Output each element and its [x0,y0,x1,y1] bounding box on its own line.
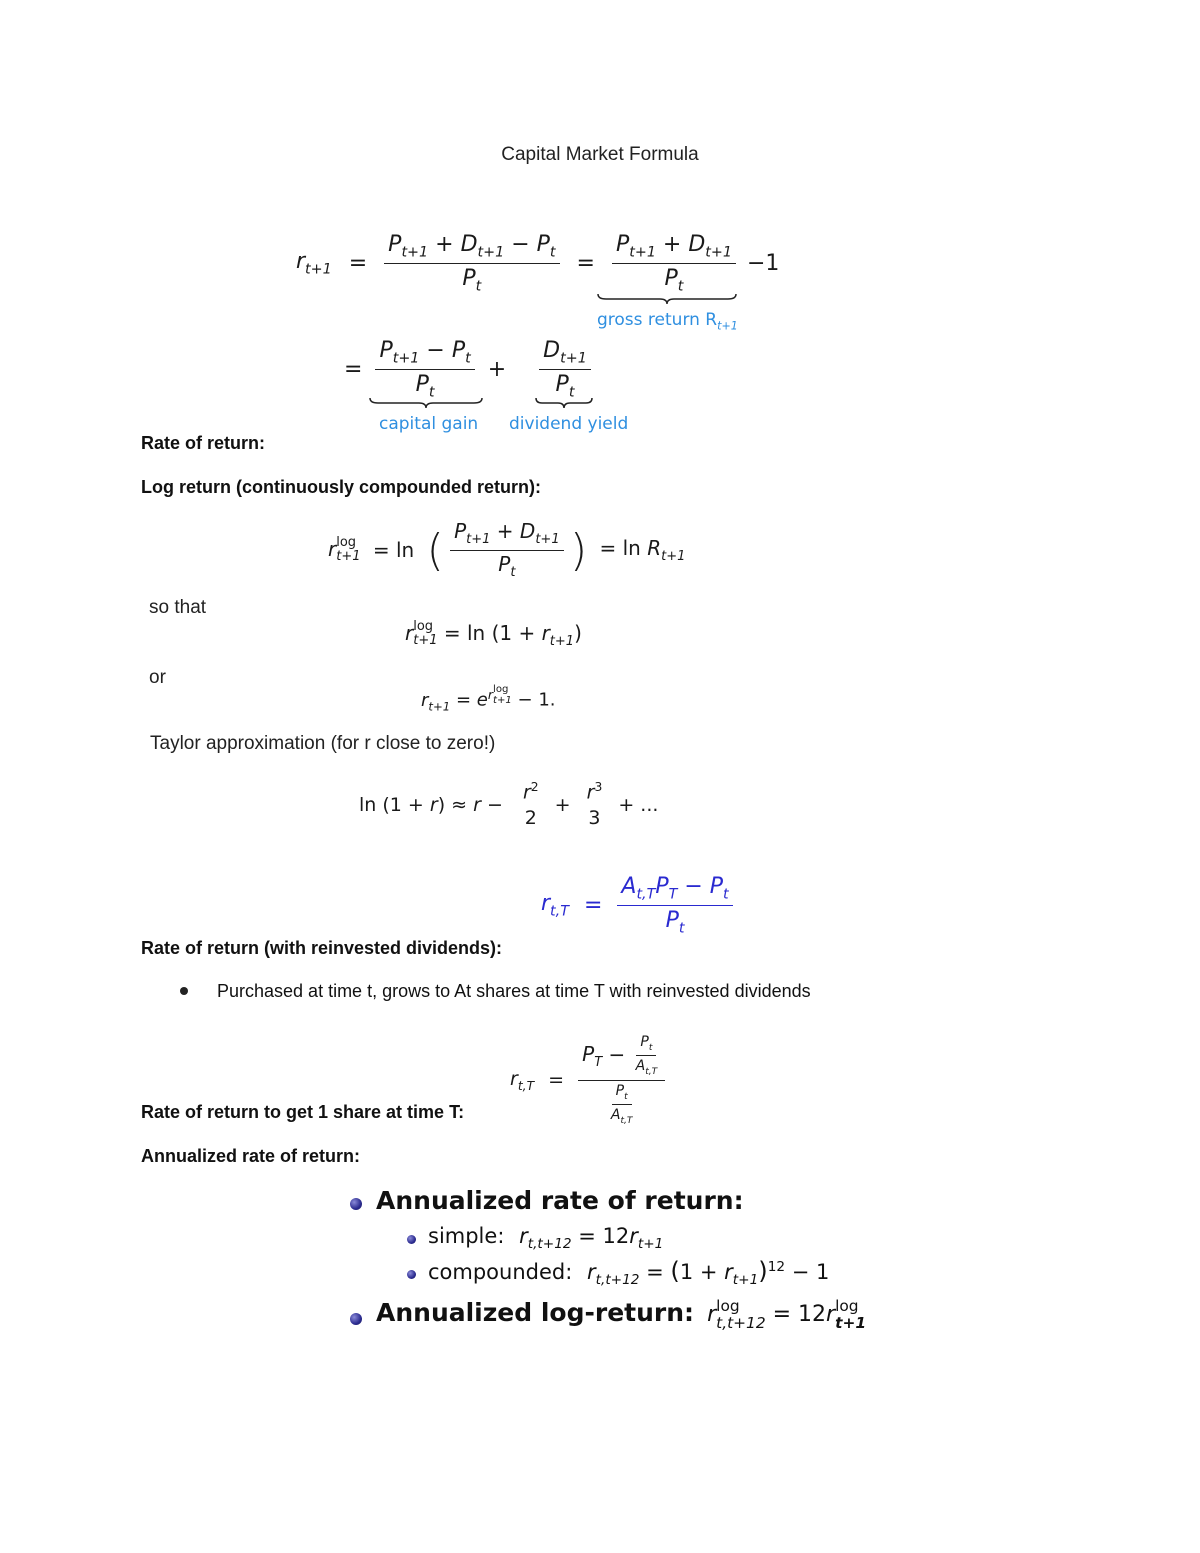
bullet-marker [180,987,188,995]
underbrace-gross-return [596,292,738,306]
equation-exp-return: $r_{t+1} = e^{r log t+1}$ − 1. [421,684,556,714]
heading-rate-of-return: Rate of return: [141,433,266,453]
beamer-bullet-simple [407,1235,416,1244]
beamer-bullet-2 [350,1313,362,1325]
gross-return-label: gross return $R_{t+1}$ [597,310,738,333]
equation-rate-of-return-line1: $r_{t+1}$ = $\frac{P_{t+1} + D_{t+1} - P_t}{P_t}$ = $\frac{P_{t+1} + D_{t+1}}{P_t}$ −1 [296,232,780,295]
annualized-log-title: Annualized log-return: [376,1298,695,1327]
beamer-bullet-1 [350,1198,362,1210]
reinvested-bullet-item: Purchased at time t, grows to At shares at time T with reinvested dividends [217,981,811,1001]
annualized-compounded: compounded: $r_{t,t+12} = (1 + r_{t+1})^{12} - 1$ [428,1257,830,1289]
or-text: or [149,667,166,688]
equation-one-share: $r_{t,T}$ = $P_T$ − $\frac{P_t}{A_{t,T}}$ $\frac{P_t}{A_{t,T}}$ [510,1034,665,1126]
underbrace-capital-gain [368,396,484,410]
taylor-text: Taylor approximation (for r close to zero!) [150,733,496,754]
heading-reinvested: Rate of return (with reinvested dividends): [141,938,503,958]
capital-gain-label: capital gain [379,414,479,434]
dividend-yield-label: dividend yield [509,414,629,434]
so-that-text: so that [149,597,207,618]
page-title: Capital Market Formula [501,144,699,165]
annualized-simple: simple: $r_{t,t+12} = 12r_{t+1}$ [428,1224,664,1253]
underbrace-dividend-yield [534,396,594,410]
annualized-log-return: Annualized log-return: r log t,t+12 = 12r log t+1 [376,1297,867,1332]
equation-reinvested: $r_{t,T}$ = $\frac{A_{t,T}P_T - P_t}{P_t}$ [541,874,733,937]
equation-rate-of-return-line2: = $\frac{P_{t+1} - P_t}{P_t}$ + $\frac{D_{t+1}}{P_t}$ [344,338,591,401]
heading-log-return: Log return (continuously compounded return): [141,477,541,497]
equation-taylor: ln (1 + r) ≈ r − $r^2$ 2 + $r^3$ 3 + ... [359,780,659,830]
simple-label: simple: [428,1224,505,1248]
annualized-title: Annualized rate of return: [376,1186,744,1215]
equation-log-return: r log t+1 = ln ( $\frac{P_{t+1} + D_{t+1}}{P_t}$ ) = $\ln R_{t+1}$ [328,519,686,580]
heading-annualized: Annualized rate of return: [141,1146,361,1166]
compounded-label: compounded: [428,1260,573,1284]
equation-log-identity: r log t+1 = $\ln (1 + r_{t+1})$ [405,619,582,649]
heading-one-share: Rate of return to get 1 share at time T: [141,1102,465,1122]
beamer-bullet-compounded [407,1270,416,1279]
